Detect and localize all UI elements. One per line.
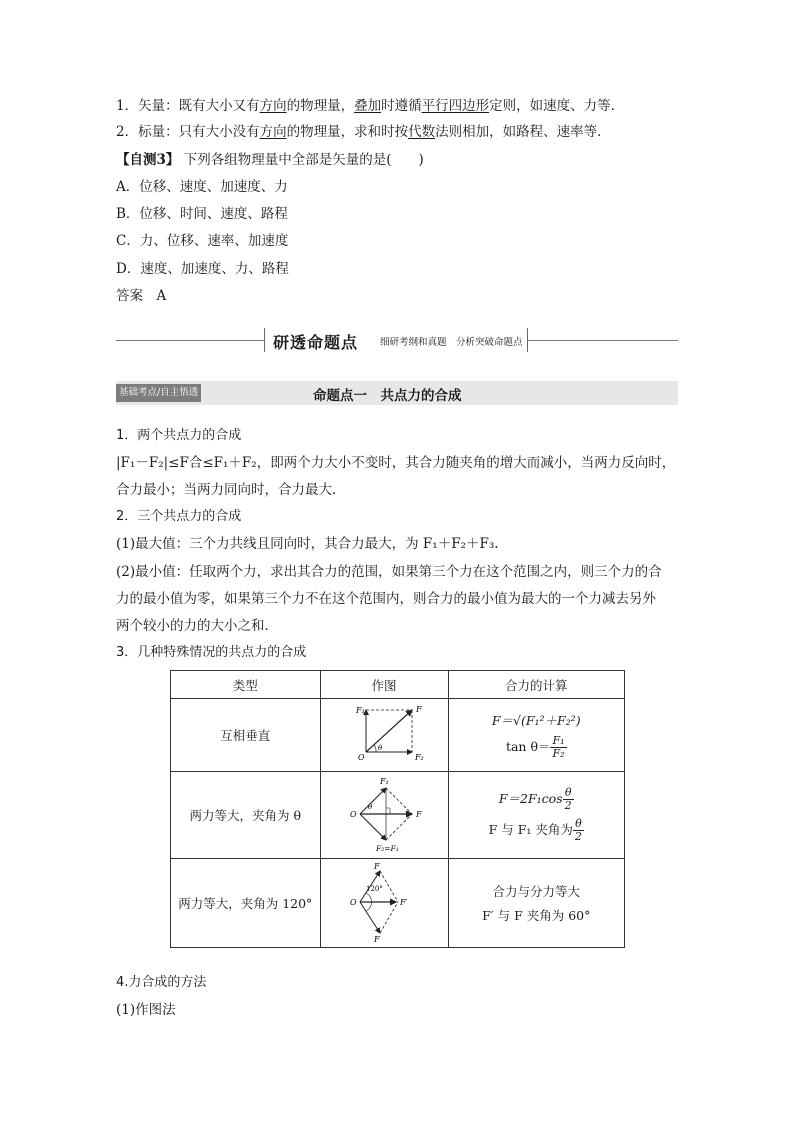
diagram-cell xyxy=(320,859,448,948)
underlined-keyword: 代数 xyxy=(408,124,436,140)
paragraph: 力的最小值为零，如果第三个力不在这个范围内，则合力的最小值为最大的一个力减去另外 xyxy=(116,591,656,607)
formula-resultant: F＝2F₁cos $\frac{\theta}{2}$ xyxy=(498,786,572,812)
heading-special-cases: 3．几种特殊情况的共点力的合成 xyxy=(116,645,307,660)
quiz-question: 【自测3】 下列各组物理量中全部是矢量的是( ) xyxy=(116,152,424,168)
divider xyxy=(526,340,678,341)
underlined-keyword: 叠加 xyxy=(354,98,382,114)
label-f2: F₂ xyxy=(415,752,424,762)
banner-title: 研透命题点 xyxy=(273,333,359,352)
term: 矢量 xyxy=(138,98,166,114)
calc-line: F′ 与 F 夹角为 60° xyxy=(482,908,591,923)
section-label: 基础考点/自主悟透 xyxy=(116,384,201,402)
paragraph: 两个较小的力的大小之和． xyxy=(116,618,278,634)
quiz-option-d: D．速度、加速度、力、路程 xyxy=(116,261,289,277)
paragraph: 合力最小；当两力同向时，合力最大． xyxy=(116,482,346,498)
label-f: F xyxy=(416,809,422,819)
quiz-option-b: B．位移、时间、速度、路程 xyxy=(116,206,288,222)
calc-line: 合力与分力等大 xyxy=(492,884,580,899)
type-cell: 互相垂直 xyxy=(171,699,321,772)
paragraph: |F₁－F₂|≤F合≤F₁＋F₂，即两个力大小不变时，其合力随夹角的增大而减小，当两力反向时， xyxy=(116,455,676,471)
label-angle: 120° xyxy=(366,884,383,893)
column-header: 合力的计算 xyxy=(448,671,625,699)
divider xyxy=(116,340,264,341)
label-f-prime: F′ xyxy=(400,897,408,907)
table-row xyxy=(171,699,625,772)
heading-two-forces: 1．两个共点力的合成 xyxy=(116,428,242,443)
quiz-option-c: C．力、位移、速率、加速度 xyxy=(116,233,289,249)
label-f-bottom: F xyxy=(374,934,380,943)
label-f-top: F xyxy=(374,861,380,871)
banner-subtitle: 细研考纲和真题 分析突破命题点 xyxy=(380,337,523,348)
vector-definition: 1．矢量：既有大小又有方向的物理量，叠加时遵循平行四边形定则，如速度、力等． xyxy=(116,98,625,114)
heading-three-forces: 2．三个共点力的合成 xyxy=(116,509,242,524)
underlined-keyword: 方向 xyxy=(259,124,287,140)
type-cell: 两力等大，夹角为 θ xyxy=(171,772,321,859)
paragraph: (2)最小值：任取两个力，求出其合力的范围，如果第三个力在这个范围之内，则三个力的合 xyxy=(116,564,662,580)
quiz-option-a: A．位移、速度、加速度、力 xyxy=(116,179,288,195)
item-number: 1． xyxy=(116,98,139,114)
label-f: F xyxy=(416,704,422,714)
label-o: O xyxy=(358,752,365,762)
label-theta: θ xyxy=(378,743,383,752)
formula-angle: F 与 F₁ 夹角为 $\frac{\theta}{2}$ xyxy=(488,817,582,843)
equal-forces-120-diagram xyxy=(324,861,444,943)
column-header: 类型 xyxy=(171,671,321,699)
section-title: 命题点一 共点力的合成 xyxy=(313,388,462,404)
calc-cell xyxy=(448,859,625,948)
diagram-cell xyxy=(320,699,448,772)
label-f1: F₁ xyxy=(380,776,389,786)
perpendicular-forces-diagram xyxy=(324,700,444,768)
heading-methods: 4.力合成的方法 xyxy=(116,975,207,990)
underlined-keyword: 平行四边形 xyxy=(421,98,490,114)
quiz-tag: 【自测3】 xyxy=(116,152,180,168)
section-banner xyxy=(116,328,678,354)
type-cell: 两力等大，夹角为 120° xyxy=(171,859,321,948)
underlined-keyword: 方向 xyxy=(259,98,287,114)
special-cases-table xyxy=(170,670,625,948)
label-f1: F₁ xyxy=(356,705,365,715)
banner-box xyxy=(264,328,528,352)
label-f2: F₂=F₁ xyxy=(376,843,399,853)
table-header-row xyxy=(171,671,625,699)
formula-resultant: F＝√(F₁²＋F₂²) xyxy=(491,712,581,728)
label-theta: θ xyxy=(368,802,373,811)
table-row xyxy=(171,859,625,948)
label-o: O xyxy=(350,809,357,819)
section-header xyxy=(116,381,678,405)
diagram-cell xyxy=(320,772,448,859)
label-o: O xyxy=(350,897,357,907)
column-header: 作图 xyxy=(320,671,448,699)
calc-cell xyxy=(448,699,625,772)
table-row xyxy=(171,772,625,859)
formula-tan: tan θ＝ $\frac{\text{F₁}}{\text{F₂}}$ xyxy=(505,733,565,760)
scalar-definition: 2．标量：只有大小没有方向的物理量，求和时按代数法则相加，如路程、速率等． xyxy=(116,124,611,140)
equal-forces-diagram xyxy=(324,774,444,854)
calc-cell xyxy=(448,772,625,859)
paragraph: (1)作图法 xyxy=(116,1002,176,1018)
paragraph: (1)最大值：三个力共线且同向时，其合力最大，为 F₁＋F₂＋F₃. xyxy=(116,536,499,552)
quiz-answer: 答案 A xyxy=(116,288,167,304)
